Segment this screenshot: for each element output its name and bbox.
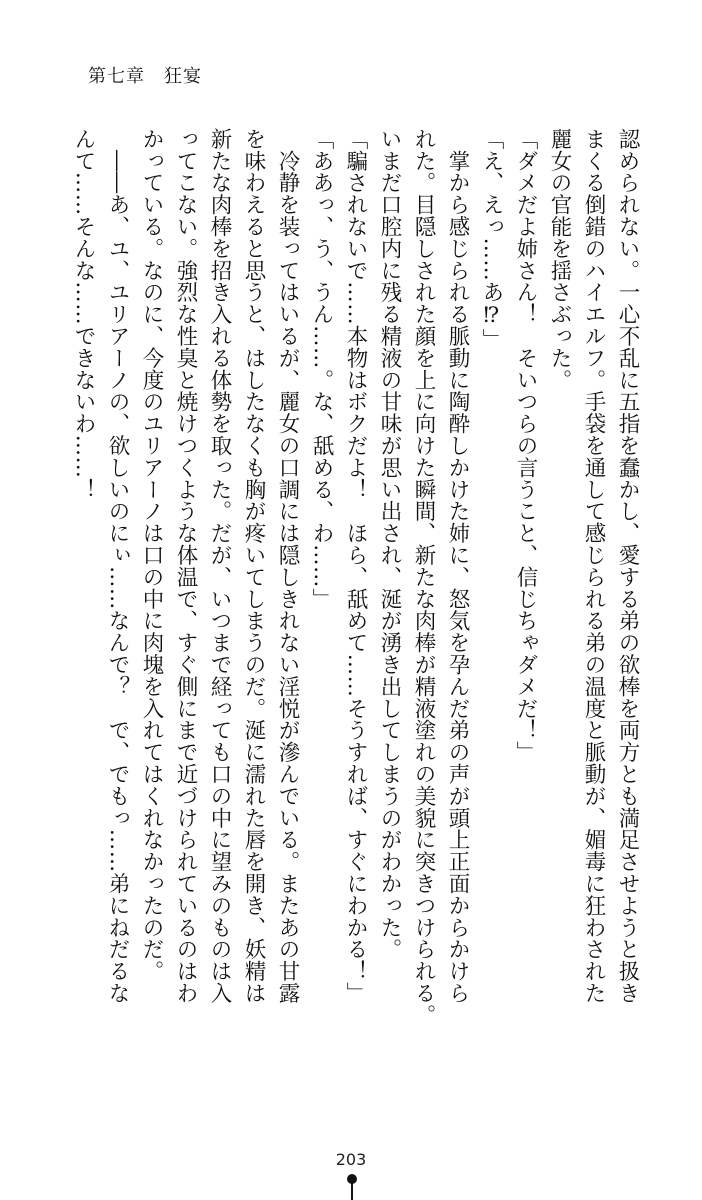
text-line: 認められない。一心不乱に五指を蠢かし、愛する弟の欲棒を両方とも満足させようと扱き xyxy=(615,128,640,1004)
text-line: んて……そんな……できないわ……！ xyxy=(71,128,96,501)
vertical-text-block xyxy=(66,128,644,1028)
text-line: 「ダメだよ姉さん！ そいつらの言うこと、信じちゃダメだ！」 xyxy=(513,128,538,764)
text-line: 「え、えっ……あ⁉」 xyxy=(479,128,504,351)
text-line: まくる倒錯のハイエルフ。手袋を通して感じられる弟の温度と脈動が、媚毒に狂わされた xyxy=(581,128,606,1004)
text-line: ――あ、ユ、ユリアーノの、欲しいのにぃ……なんで？ で、でもっ……弟にねだるな xyxy=(105,128,130,1004)
text-line: ってこない。強烈な性臭と焼けつくような体温で、すぐ側にまで近づけられているのはわ xyxy=(173,128,198,1004)
text-line: いまだ口腔内に残る精液の甘味が思い出され、涎が湧き出してしまうのがわかった。 xyxy=(377,128,402,961)
running-header-chapter: 第七章 狂宴 xyxy=(88,66,202,87)
text-line: 麗女の官能を揺さぶった。 xyxy=(547,128,572,391)
text-line: れた。目隠しされた顔を上に向けた瞬間、新たな肉棒が精液塗れの美貌に突きつけられる。 xyxy=(411,128,436,1026)
text-line: 冷静を装ってはいるが、麗女の口調には隠しきれない淫悦が滲んでいる。またあの甘露 xyxy=(275,128,300,1004)
text-line: 掌から感じられる脈動に陶酔しかけた姉に、怒気を孕んだ弟の声が頭上正面からかけら xyxy=(445,128,470,1004)
text-line: かっている。なのに、今度のユリアーノは口の中に肉塊を入れてはくれなかったのだ。 xyxy=(139,128,164,983)
text-line: 新たな肉棒を招き入れる体勢を取った。だが、いつまで経っても口の中に望みのものは入 xyxy=(207,128,232,1004)
text-line: 「騙されないで……本物はボクだよ！ ほら、舐めて……そうすれば、すぐにわかる！」 xyxy=(343,128,368,1004)
page-number: 203 xyxy=(335,1150,367,1169)
text-line: を味わえると思うと、はしたなくも胸が疼いてしまうのだ。涎に濡れた唇を開き、妖精は xyxy=(241,128,266,1004)
page-ornament-dot-icon xyxy=(349,1170,355,1200)
text-line: 「ああっ、う、うん……。な、舐める、わ……」 xyxy=(309,128,334,610)
